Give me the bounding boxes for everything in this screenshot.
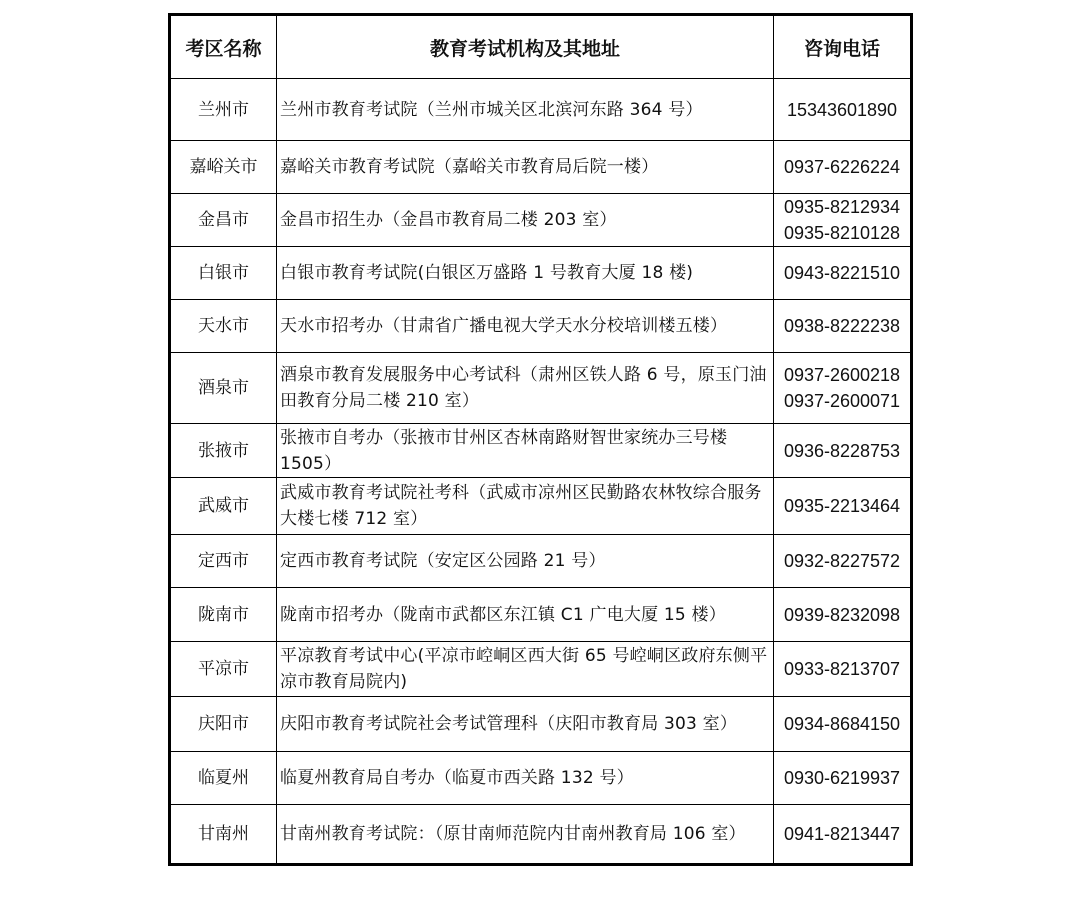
table-row bbox=[170, 805, 912, 865]
address-cell: 张掖市自考办（张掖市甘州区杏林南路财智世家统办三号楼 1505） bbox=[277, 424, 774, 478]
region-cell: 张掖市 bbox=[170, 424, 277, 478]
region-cell: 酒泉市 bbox=[170, 353, 277, 424]
phone-cell bbox=[774, 588, 912, 642]
table-row bbox=[170, 141, 912, 194]
table-row bbox=[170, 588, 912, 642]
table-row bbox=[170, 300, 912, 353]
phone-cell bbox=[774, 752, 912, 805]
region-cell: 武威市 bbox=[170, 478, 277, 535]
phone-cell bbox=[774, 805, 912, 865]
phone-cell bbox=[774, 642, 912, 697]
exam-office-table-container bbox=[168, 13, 910, 866]
table-row bbox=[170, 478, 912, 535]
phone-number: 0943-8221510 bbox=[783, 263, 901, 283]
header-institution: 教育考试机构及其地址 bbox=[277, 15, 774, 79]
phone-number: 0930-6219937 bbox=[783, 768, 901, 788]
header-phone: 咨询电话 bbox=[774, 15, 912, 79]
phone-number: 0938-8222238 bbox=[783, 316, 901, 336]
phone-number: 0932-8227572 bbox=[783, 551, 901, 571]
region-cell: 白银市 bbox=[170, 247, 277, 300]
phone-cell bbox=[774, 424, 912, 478]
table-row bbox=[170, 535, 912, 588]
region-cell: 兰州市 bbox=[170, 79, 277, 141]
phone-number: 0937-6226224 bbox=[783, 157, 901, 177]
table-row bbox=[170, 642, 912, 697]
phone-number: 0936-8228753 bbox=[783, 440, 901, 461]
table-row bbox=[170, 79, 912, 141]
phone-cell bbox=[774, 478, 912, 535]
address-cell: 定西市教育考试院（安定区公园路 21 号） bbox=[277, 535, 774, 588]
address-cell: 甘南州教育考试院：（原甘南师范院内甘南州教育局 106 室） bbox=[277, 805, 774, 865]
region-cell: 临夏州 bbox=[170, 752, 277, 805]
phone-number: 0935-8210128 bbox=[783, 223, 901, 243]
table-row bbox=[170, 247, 912, 300]
table-row bbox=[170, 752, 912, 805]
exam-office-table bbox=[168, 13, 913, 866]
phone-cell bbox=[774, 697, 912, 752]
phone-cell bbox=[774, 79, 912, 141]
region-cell: 天水市 bbox=[170, 300, 277, 353]
address-cell: 平凉教育考试中心(平凉市崆峒区西大街 65 号崆峒区政府东侧平凉市教育局院内) bbox=[277, 642, 774, 697]
table-row bbox=[170, 194, 912, 247]
table-row bbox=[170, 424, 912, 478]
address-cell: 兰州市教育考试院（兰州市城关区北滨河东路 364 号） bbox=[277, 79, 774, 141]
region-cell: 甘南州 bbox=[170, 805, 277, 865]
phone-cell bbox=[774, 141, 912, 194]
table-row bbox=[170, 697, 912, 752]
address-cell: 庆阳市教育考试院社会考试管理科（庆阳市教育局 303 室） bbox=[277, 697, 774, 752]
phone-cell bbox=[774, 535, 912, 588]
phone-number: 0934-8684150 bbox=[783, 714, 901, 734]
phone-cell bbox=[774, 247, 912, 300]
address-cell: 临夏州教育局自考办（临夏市西关路 132 号） bbox=[277, 752, 774, 805]
phone-number: 0937-2600071 bbox=[783, 391, 901, 411]
phone-number: 0935-8212934 bbox=[783, 197, 901, 217]
header-region: 考区名称 bbox=[170, 15, 277, 79]
region-cell: 嘉峪关市 bbox=[170, 141, 277, 194]
region-cell: 金昌市 bbox=[170, 194, 277, 247]
address-cell: 武威市教育考试院社考科（武威市凉州区民勤路农林牧综合服务大楼七楼 712 室） bbox=[277, 478, 774, 535]
phone-cell bbox=[774, 300, 912, 353]
region-cell: 定西市 bbox=[170, 535, 277, 588]
phone-cell bbox=[774, 353, 912, 424]
phone-number: 0935-2213464 bbox=[783, 496, 901, 516]
phone-number: 0939-8232098 bbox=[783, 604, 901, 625]
address-cell: 金昌市招生办（金昌市教育局二楼 203 室） bbox=[277, 194, 774, 247]
address-cell: 白银市教育考试院(白银区万盛路 1 号教育大厦 18 楼) bbox=[277, 247, 774, 300]
phone-cell bbox=[774, 194, 912, 247]
table-row bbox=[170, 353, 912, 424]
phone-number: 15343601890 bbox=[786, 99, 898, 120]
address-cell: 陇南市招考办（陇南市武都区东江镇 C1 广电大厦 15 楼） bbox=[277, 588, 774, 642]
address-cell: 嘉峪关市教育考试院（嘉峪关市教育局后院一楼） bbox=[277, 141, 774, 194]
address-cell: 天水市招考办（甘肃省广播电视大学天水分校培训楼五楼） bbox=[277, 300, 774, 353]
region-cell: 庆阳市 bbox=[170, 697, 277, 752]
region-cell: 陇南市 bbox=[170, 588, 277, 642]
address-cell: 酒泉市教育发展服务中心考试科（肃州区铁人路 6 号，原玉门油田教育分局二楼 210 室） bbox=[277, 353, 774, 424]
phone-number: 0941-8213447 bbox=[783, 824, 901, 844]
phone-number: 0933-8213707 bbox=[783, 659, 901, 679]
table-header-row bbox=[170, 15, 912, 79]
phone-number: 0937-2600218 bbox=[783, 365, 901, 385]
region-cell: 平凉市 bbox=[170, 642, 277, 697]
